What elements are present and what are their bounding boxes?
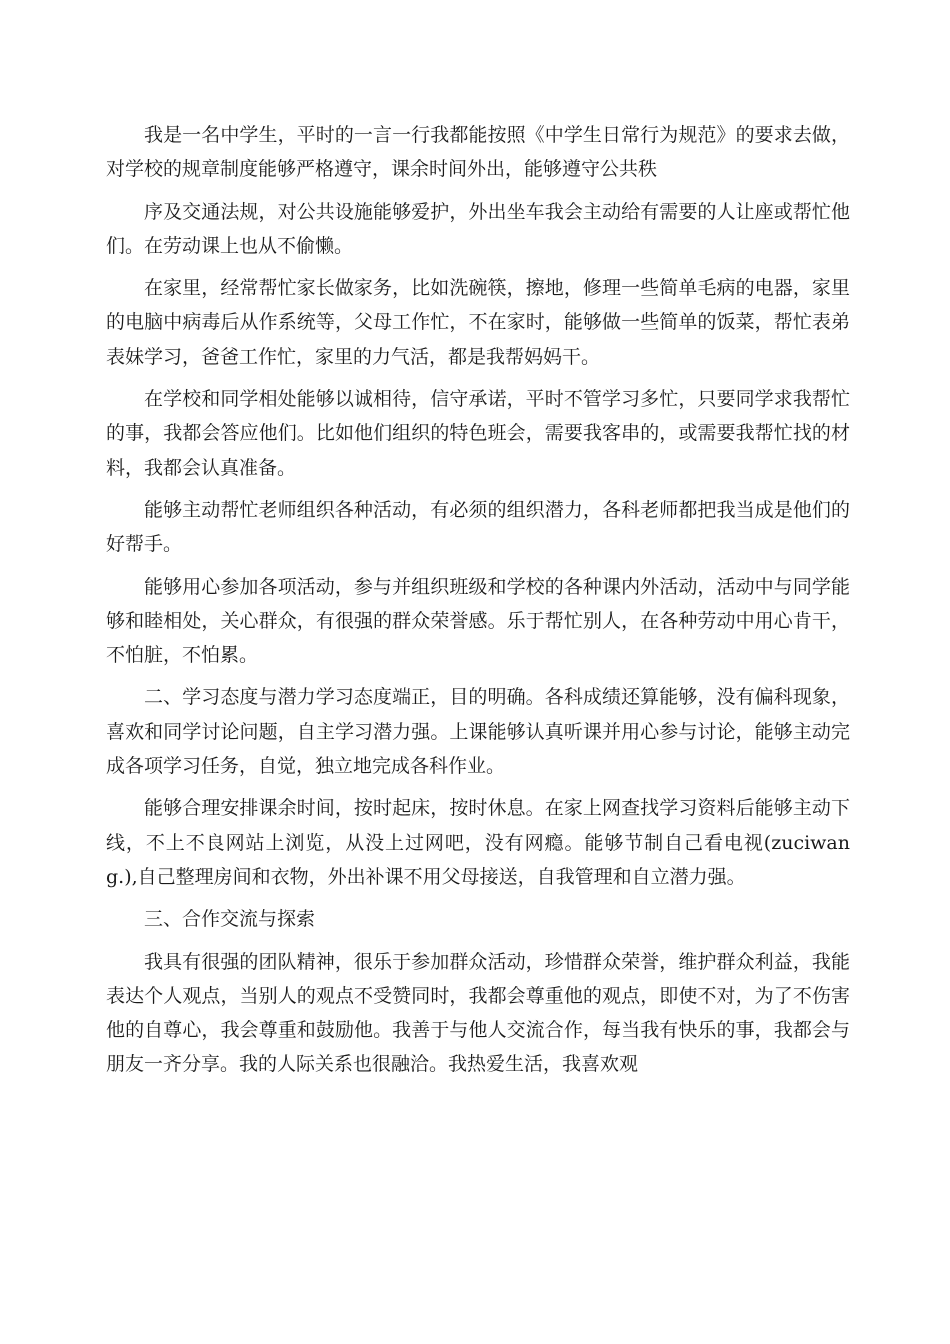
paragraph: 序及交通法规，对公共设施能够爱护，外出坐车我会主动给有需要的人让座或帮忙他们。在劳动课上也从不偷懒。 bbox=[106, 200, 850, 257]
paragraph: 在家里，经常帮忙家长做家务，比如洗碗筷，擦地，修理一些简单毛病的电器，家里的电脑中病毒后从作系统等，父母工作忙，不在家时，能够做一些简单的饭菜，帮忙表弟表妹学习，爸爸工作忙，家里的力气活，都是我帮妈妈干。 bbox=[106, 277, 850, 368]
paragraph: 我具有很强的团队精神，很乐于参加群众活动，珍惜群众荣誉，维护群众利益，我能表达个人观点，当别人的观点不受赞同时，我都会尊重他的观点，即使不对，为了不伤害他的自尊心，我会尊重和鼓励他。我善于与他人交流合作，每当我有快乐的事，我都会与朋友一齐分享。我的人际关系也很融洽。我热爱生活，我喜欢观 bbox=[106, 950, 850, 1076]
section-heading: 三、合作交流与探索 bbox=[144, 908, 316, 931]
paragraph: 二、学习态度与潜力学习态度端正，目的明确。各科成绩还算能够，没有偏科现象，喜欢和同学讨论问题，自主学习潜力强。上课能够认真听课并用心参与讨论，能够主动完成各项学习任务，自觉，独立地完成各科作业。 bbox=[106, 686, 850, 778]
paragraph: 在学校和同学相处能够以诚相待，信守承诺，平时不管学习多忙，只要同学求我帮忙的事，我都会答应他们。比如他们组织的特色班会，需要我客串的，或需要我帮忙找的材料，我都会认真准备。 bbox=[106, 388, 850, 479]
document-body bbox=[106, 118, 850, 1090]
paragraph: 能够合理安排课余时间，按时起床，按时休息。在家上网查找学习资料后能够主动下线，不上不良网站上浏览，从没上过网吧，没有网瘾。能够节制自己看电视(zuciwang.),自己整理房间和衣物，外出补课不用父母接送，自我管理和自立潜力强。 bbox=[106, 797, 850, 888]
paragraph: 能够用心参加各项活动，参与并组织班级和学校的各种课内外活动，活动中与同学能够和睦相处，关心群众，有很强的群众荣誉感。乐于帮忙别人，在各种劳动中用心肯干，不怕脏，不怕累。 bbox=[106, 575, 850, 667]
paragraph: 能够主动帮忙老师组织各种活动，有必须的组织潜力，各科老师都把我当成是他们的好帮手。 bbox=[106, 498, 850, 556]
paragraph: 我是一名中学生，平时的一言一行我都能按照《中学生日常行为规范》的要求去做，对学校的规章制度能够严格遵守，课余时间外出，能够遵守公共秩 bbox=[106, 124, 850, 181]
